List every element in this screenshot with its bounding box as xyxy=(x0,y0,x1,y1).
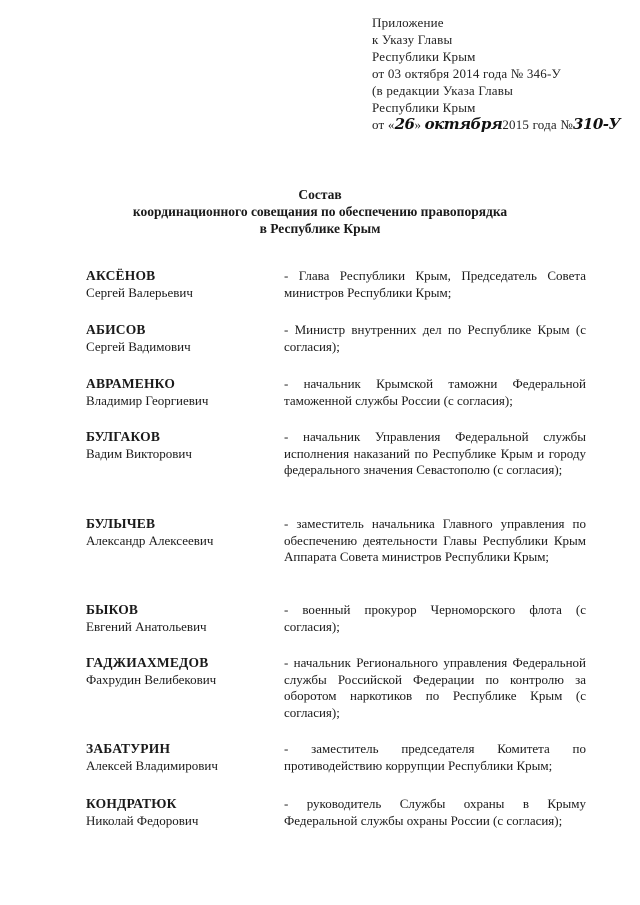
appendix-line: Республики Крым xyxy=(372,100,476,115)
member-surname: БУЛГАКОВ xyxy=(86,429,161,444)
member-role: - заместитель начальника Главного управления по обеспечению деятельности Главы Республики Крым Аппарата Совета министров Республики Крым; xyxy=(284,516,586,564)
member-name xyxy=(86,376,276,409)
member-role: - руководитель Службы охраны в Крыму Федеральной службы охраны России (с согласия); xyxy=(284,796,586,828)
member-name xyxy=(86,268,276,301)
member-given-name: Сергей Валерьевич xyxy=(86,284,193,300)
member-given-name: Вадим Викторович xyxy=(86,445,192,461)
member-name xyxy=(86,322,276,355)
handwritten-day: 26 xyxy=(394,115,415,133)
appendix-line: Республики Крым xyxy=(372,49,476,64)
member-name xyxy=(86,655,276,688)
appendix-line: от 03 октября 2014 года № 346-У xyxy=(372,66,561,81)
member-surname: КОНДРАТЮК xyxy=(86,796,177,811)
member-role: - начальник Управления Федеральной службы исполнения наказаний по Республике Крым и городу федерального значения Севастополю (с согласия); xyxy=(284,429,586,477)
member-role: - военный прокурор Черноморского флота (с согласия); xyxy=(284,602,586,634)
handwritten-number: 310-У xyxy=(572,115,621,133)
appendix-date-sep: » xyxy=(414,117,422,132)
member-surname: АКСЁНОВ xyxy=(86,268,156,283)
member-surname: АВРАМЕНКО xyxy=(86,376,176,391)
member-given-name: Николай Федорович xyxy=(86,812,199,828)
member-surname: БЫКОВ xyxy=(86,602,139,617)
member-name xyxy=(86,429,276,462)
appendix-line: к Указу Главы xyxy=(372,32,453,47)
member-surname: ЗАБАТУРИН xyxy=(86,741,171,756)
appendix-date-mid: 2015 года № xyxy=(502,117,573,132)
member-name xyxy=(86,741,276,774)
member-surname: ГАДЖИАХМЕДОВ xyxy=(86,655,209,670)
appendix-amendment-line xyxy=(372,116,620,133)
member-given-name: Владимир Георгиевич xyxy=(86,392,209,408)
document-title xyxy=(0,186,640,237)
member-given-name: Сергей Вадимович xyxy=(86,338,191,354)
member-given-name: Александр Алексеевич xyxy=(86,532,214,548)
title-line: в Республике Крым xyxy=(259,221,381,236)
member-name xyxy=(86,796,276,829)
title-line: координационного совещания по обеспечению правопорядка xyxy=(132,204,508,219)
member-role: - начальник Крымской таможни Федеральной таможенной службы России (с согласия); xyxy=(284,376,586,408)
member-role: - заместитель председателя Комитета по противодействию коррупции Республики Крым; xyxy=(284,741,586,773)
member-name xyxy=(86,602,276,635)
appendix-date-prefix: от « xyxy=(372,117,395,132)
appendix-header xyxy=(372,14,620,133)
member-role: - Министр внутренних дел по Республике Крым (с согласия); xyxy=(284,322,586,354)
member-role: - Глава Республики Крым, Председатель Совета министров Республики Крым; xyxy=(284,268,586,300)
member-role: - начальник Регионального управления Федеральной службы Российской Федерации по контролю за оборотом наркотиков по Республике Крым (с согласия); xyxy=(284,655,586,720)
member-name xyxy=(86,516,276,549)
member-given-name: Алексей Владимирович xyxy=(86,757,218,773)
appendix-line: (в редакции Указа Главы xyxy=(372,83,514,98)
member-surname: БУЛЫЧЕВ xyxy=(86,516,156,531)
title-line: Состав xyxy=(298,187,342,202)
handwritten-month-wrap xyxy=(425,116,503,133)
appendix-line: Приложение xyxy=(372,15,444,30)
member-surname: АБИСОВ xyxy=(86,322,146,337)
member-given-name: Фахрудин Велибекович xyxy=(86,671,217,687)
member-given-name: Евгений Анатольевич xyxy=(86,618,207,634)
handwritten-month: октября xyxy=(424,115,503,133)
